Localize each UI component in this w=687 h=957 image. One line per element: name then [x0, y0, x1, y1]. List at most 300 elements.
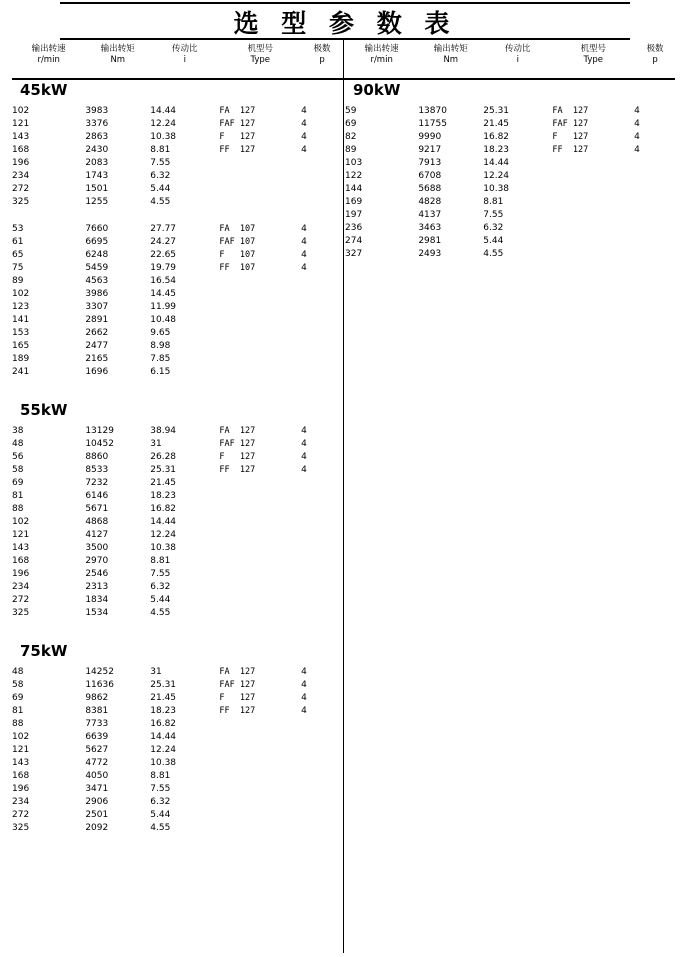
cell-output-torque: 11636 [85, 679, 114, 690]
cell-ratio: 14.44 [150, 105, 177, 116]
cell-poles [301, 183, 343, 196]
cell-poles: 4 [301, 425, 307, 436]
table-row [12, 809, 343, 822]
cell-model-type [219, 542, 301, 555]
right-sections [345, 81, 676, 261]
cell-output-torque: 2493 [418, 248, 442, 259]
header-rpm-line1: 输出转速 [31, 44, 66, 54]
cell-model-type: FAF 107 [219, 236, 256, 247]
cell-model-type: FAF 127 [219, 118, 256, 129]
cell-output-speed: 102 [12, 288, 30, 299]
cell-ratio: 12.24 [150, 744, 177, 755]
cell-model-type: FA 127 [219, 666, 256, 677]
cell-output-speed: 59 [345, 105, 357, 116]
table-row [12, 757, 343, 770]
cell-model-type [219, 503, 301, 516]
spec-table [12, 223, 343, 379]
cell-ratio: 14.44 [483, 157, 510, 168]
spec-table [12, 666, 343, 835]
table-row [12, 157, 343, 170]
cell-output-torque: 4772 [85, 757, 109, 768]
cell-model-type: F 127 [552, 131, 589, 142]
cell-output-speed: 82 [345, 131, 357, 142]
cell-poles: 4 [634, 118, 640, 129]
cell-ratio: 10.48 [150, 314, 177, 325]
cell-output-speed: 69 [12, 477, 24, 488]
cell-output-speed: 325 [12, 607, 30, 618]
cell-output-torque: 9990 [418, 131, 442, 142]
cell-model-type: FF 127 [219, 144, 256, 155]
header-i-line1: 传动比 [505, 44, 531, 54]
cell-poles [301, 196, 343, 209]
cell-poles [634, 196, 676, 209]
table-row [345, 196, 676, 209]
cell-model-type [219, 170, 301, 183]
cell-model-type [219, 796, 301, 809]
cell-poles: 4 [301, 451, 307, 462]
cell-model-type [219, 301, 301, 314]
table-row [12, 196, 343, 209]
cell-output-torque: 3307 [85, 301, 109, 312]
cell-ratio: 21.45 [483, 118, 510, 129]
table-row [12, 555, 343, 568]
cell-ratio: 26.28 [150, 451, 177, 462]
cell-ratio: 25.31 [483, 105, 510, 116]
cell-poles [301, 170, 343, 183]
table-row [12, 262, 343, 275]
cell-ratio: 14.45 [150, 288, 177, 299]
table-row [12, 705, 343, 718]
cell-output-speed: 168 [12, 555, 30, 566]
cell-model-type [219, 157, 301, 170]
cell-output-speed: 234 [12, 170, 30, 181]
cell-model-type [219, 490, 301, 503]
cell-model-type [552, 170, 634, 183]
cell-output-torque: 3500 [85, 542, 109, 553]
cell-poles [301, 301, 343, 314]
cell-output-torque: 2430 [85, 144, 109, 155]
cell-ratio: 31 [150, 666, 162, 677]
cell-output-torque: 9862 [85, 692, 109, 703]
header-i-line1: 传动比 [172, 44, 198, 54]
cell-ratio: 5.44 [150, 809, 171, 820]
cell-ratio: 6.32 [150, 796, 171, 807]
header-type-line2: Type [250, 55, 270, 66]
cell-output-speed: 56 [12, 451, 24, 462]
cell-model-type [219, 516, 301, 529]
table-row [12, 105, 343, 118]
cell-poles: 4 [301, 438, 307, 449]
cell-ratio: 14.44 [150, 516, 177, 527]
table-row [12, 477, 343, 490]
cell-output-speed: 141 [12, 314, 30, 325]
table-row [345, 118, 676, 131]
cell-poles [301, 503, 343, 516]
cell-output-speed: 196 [12, 783, 30, 794]
cell-model-type [219, 353, 301, 366]
table-row [12, 503, 343, 516]
cell-model-type: FF 127 [219, 705, 256, 716]
cell-output-torque: 9217 [418, 144, 442, 155]
cell-ratio: 7.55 [150, 568, 171, 579]
table-row [12, 170, 343, 183]
cell-output-torque: 4127 [85, 529, 109, 540]
table-row [12, 223, 343, 236]
cell-output-torque: 1743 [85, 170, 109, 181]
cell-model-type [219, 757, 301, 770]
table-row [12, 529, 343, 542]
cell-poles [301, 607, 343, 620]
column-headers-right [345, 42, 676, 67]
cell-output-torque: 2083 [85, 157, 109, 168]
cell-output-speed: 241 [12, 366, 30, 377]
cell-output-speed: 153 [12, 327, 30, 338]
cell-ratio: 10.38 [150, 757, 177, 768]
header-nm-line2: Nm [443, 55, 459, 66]
cell-output-speed: 81 [12, 705, 24, 716]
cell-output-speed: 58 [12, 679, 24, 690]
cell-model-type: FA 127 [219, 105, 256, 116]
cell-model-type [219, 288, 301, 301]
cell-ratio: 8.98 [150, 340, 171, 351]
cell-poles [301, 516, 343, 529]
cell-output-torque: 5688 [418, 183, 442, 194]
table-row [12, 770, 343, 783]
power-rating-heading: 75kW [20, 641, 68, 660]
cell-ratio: 18.23 [150, 490, 177, 501]
cell-output-torque: 7660 [85, 223, 109, 234]
table-row [345, 235, 676, 248]
cell-output-torque: 5627 [85, 744, 109, 755]
cell-model-type [219, 607, 301, 620]
cell-output-speed: 197 [345, 209, 363, 220]
cell-model-type [219, 529, 301, 542]
cell-output-torque: 6639 [85, 731, 109, 742]
table-row [12, 607, 343, 620]
cell-ratio: 4.55 [150, 822, 171, 833]
cell-output-speed: 88 [12, 503, 24, 514]
cell-output-torque: 2501 [85, 809, 109, 820]
cell-poles [301, 490, 343, 503]
cell-ratio: 38.94 [150, 425, 177, 436]
table-row [12, 692, 343, 705]
cell-output-torque: 3376 [85, 118, 109, 129]
cell-output-speed: 143 [12, 542, 30, 553]
cell-model-type: F 127 [219, 131, 256, 142]
cell-output-torque: 2981 [418, 235, 442, 246]
table-row [12, 666, 343, 679]
cell-poles [301, 340, 343, 353]
cell-ratio: 16.82 [150, 718, 177, 729]
cell-poles [301, 353, 343, 366]
cell-ratio: 16.82 [483, 131, 510, 142]
cell-output-speed: 58 [12, 464, 24, 475]
block-gap [12, 209, 343, 223]
cell-poles: 4 [301, 666, 307, 677]
cell-poles: 4 [301, 464, 307, 475]
cell-model-type: FAF 127 [219, 679, 256, 690]
cell-output-torque: 2863 [85, 131, 109, 142]
table-row [12, 425, 343, 438]
cell-ratio: 22.65 [150, 249, 177, 260]
table-row [12, 464, 343, 477]
cell-poles: 4 [301, 105, 307, 116]
cell-model-type [552, 183, 634, 196]
cell-output-speed: 61 [12, 236, 24, 247]
cell-output-speed: 236 [345, 222, 363, 233]
cell-output-torque: 2662 [85, 327, 109, 338]
cell-poles [301, 809, 343, 822]
cell-ratio: 9.65 [150, 327, 171, 338]
page-title-wrap [60, 4, 630, 40]
cell-output-speed: 272 [12, 594, 30, 605]
cell-model-type: F 107 [219, 249, 256, 260]
spec-table [12, 105, 343, 209]
table-row [12, 783, 343, 796]
cell-ratio: 25.31 [150, 464, 177, 475]
cell-output-speed: 143 [12, 131, 30, 142]
header-p-line1: 极数 [313, 44, 331, 54]
header-type-line2: Type [583, 55, 603, 66]
cell-poles [301, 529, 343, 542]
cell-ratio: 21.45 [150, 477, 177, 488]
cell-output-speed: 88 [12, 718, 24, 729]
table-row [12, 516, 343, 529]
table-row [345, 131, 676, 144]
table-row [12, 353, 343, 366]
cell-ratio: 31 [150, 438, 162, 449]
cell-ratio: 27.77 [150, 223, 177, 234]
section-gap [12, 620, 343, 642]
cell-output-torque: 2906 [85, 796, 109, 807]
cell-poles [301, 796, 343, 809]
cell-output-torque: 2477 [85, 340, 109, 351]
cell-ratio: 7.85 [150, 353, 171, 364]
cell-ratio: 6.32 [483, 222, 504, 233]
cell-model-type: FF 107 [219, 262, 256, 273]
cell-poles: 4 [301, 131, 307, 142]
cell-model-type [219, 718, 301, 731]
table-row [345, 144, 676, 157]
cell-poles [301, 555, 343, 568]
cell-output-torque: 1255 [85, 196, 109, 207]
cell-ratio: 7.55 [483, 209, 504, 220]
cell-poles: 4 [301, 118, 307, 129]
cell-output-speed: 234 [12, 796, 30, 807]
spec-table [345, 105, 676, 261]
cell-output-torque: 6708 [418, 170, 442, 181]
cell-output-torque: 4828 [418, 196, 442, 207]
cell-poles: 4 [634, 131, 640, 142]
cell-output-speed: 121 [12, 744, 30, 755]
cell-ratio: 18.23 [483, 144, 510, 155]
cell-ratio: 10.38 [150, 131, 177, 142]
cell-output-speed: 122 [345, 170, 363, 181]
cell-poles: 4 [634, 144, 640, 155]
power-section [345, 81, 676, 261]
cell-model-type [219, 327, 301, 340]
cell-ratio: 6.32 [150, 581, 171, 592]
cell-model-type [219, 731, 301, 744]
cell-poles [301, 731, 343, 744]
cell-model-type [219, 822, 301, 835]
cell-poles [634, 157, 676, 170]
cell-model-type [552, 209, 634, 222]
power-rating-heading: 90kW [353, 80, 401, 99]
cell-model-type: FA 127 [219, 425, 256, 436]
cell-ratio: 10.38 [483, 183, 510, 194]
cell-poles [634, 170, 676, 183]
cell-model-type [219, 196, 301, 209]
table-row [12, 744, 343, 757]
right-column [345, 42, 676, 261]
cell-model-type [219, 555, 301, 568]
cell-output-speed: 274 [345, 235, 363, 246]
cell-output-speed: 272 [12, 183, 30, 194]
cell-output-torque: 8533 [85, 464, 109, 475]
cell-ratio: 4.55 [483, 248, 504, 259]
table-row [12, 275, 343, 288]
header-i-line2: i [183, 55, 186, 66]
cell-model-type: FAF 127 [219, 438, 256, 449]
left-column [12, 42, 343, 835]
spec-table [12, 425, 343, 620]
cell-output-speed: 53 [12, 223, 24, 234]
cell-ratio: 10.38 [150, 542, 177, 553]
cell-output-speed: 196 [12, 568, 30, 579]
cell-ratio: 5.44 [150, 183, 171, 194]
cell-model-type [219, 744, 301, 757]
table-row [12, 581, 343, 594]
cell-poles [634, 209, 676, 222]
left-sections [12, 81, 343, 835]
table-row [12, 679, 343, 692]
cell-output-speed: 165 [12, 340, 30, 351]
table-row [12, 490, 343, 503]
cell-model-type [552, 196, 634, 209]
cell-output-speed: 69 [12, 692, 24, 703]
cell-output-torque: 4137 [418, 209, 442, 220]
cell-output-speed: 48 [12, 666, 24, 677]
header-type-line1: 机型号 [580, 44, 606, 54]
cell-poles [301, 783, 343, 796]
table-row [345, 157, 676, 170]
cell-ratio: 16.82 [150, 503, 177, 514]
cell-output-speed: 327 [345, 248, 363, 259]
cell-ratio: 4.55 [150, 196, 171, 207]
cell-poles [634, 235, 676, 248]
cell-output-speed: 65 [12, 249, 24, 260]
header-type-line1: 机型号 [247, 44, 273, 54]
cell-poles: 4 [634, 105, 640, 116]
table-row [345, 183, 676, 196]
table-row [12, 796, 343, 809]
header-p-line1: 极数 [646, 44, 664, 54]
cell-ratio: 19.79 [150, 262, 177, 273]
cell-output-speed: 144 [345, 183, 363, 194]
cell-model-type [219, 340, 301, 353]
cell-output-speed: 89 [345, 144, 357, 155]
cell-ratio: 21.45 [150, 692, 177, 703]
cell-model-type [552, 235, 634, 248]
table-row [345, 170, 676, 183]
table-row [12, 542, 343, 555]
cell-model-type [219, 809, 301, 822]
cell-output-speed: 48 [12, 438, 24, 449]
table-row [12, 340, 343, 353]
cell-poles: 4 [301, 262, 307, 273]
cell-output-torque: 5671 [85, 503, 109, 514]
table-row [345, 248, 676, 261]
cell-output-torque: 3986 [85, 288, 109, 299]
cell-ratio: 8.81 [150, 770, 171, 781]
page-title: 选 型 参 数 表 [233, 9, 457, 38]
header-nm-line2: Nm [110, 55, 126, 66]
cell-model-type [552, 157, 634, 170]
cell-ratio: 16.54 [150, 275, 177, 286]
cell-ratio: 6.32 [150, 170, 171, 181]
cell-poles [301, 477, 343, 490]
cell-output-speed: 143 [12, 757, 30, 768]
cell-poles: 4 [301, 144, 307, 155]
cell-output-torque: 11755 [418, 118, 447, 129]
cell-output-torque: 2891 [85, 314, 109, 325]
cell-ratio: 11.99 [150, 301, 177, 312]
cell-output-torque: 6695 [85, 236, 109, 247]
table-row [345, 105, 676, 118]
cell-output-torque: 7232 [85, 477, 109, 488]
cell-poles [301, 822, 343, 835]
cell-poles [301, 275, 343, 288]
table-row [12, 438, 343, 451]
cell-poles [634, 183, 676, 196]
table-row [12, 451, 343, 464]
cell-ratio: 12.24 [483, 170, 510, 181]
cell-output-torque: 2546 [85, 568, 109, 579]
cell-poles: 4 [301, 236, 307, 247]
cell-ratio: 5.44 [150, 594, 171, 605]
cell-poles: 4 [301, 223, 307, 234]
cell-model-type [219, 275, 301, 288]
cell-output-torque: 1834 [85, 594, 109, 605]
cell-output-speed: 168 [12, 770, 30, 781]
cell-output-torque: 1534 [85, 607, 109, 618]
cell-model-type: F 127 [219, 451, 256, 462]
cell-output-speed: 69 [345, 118, 357, 129]
cell-output-speed: 168 [12, 144, 30, 155]
power-section [12, 401, 343, 620]
cell-poles [301, 744, 343, 757]
cell-output-torque: 14252 [85, 666, 114, 677]
header-i-line2: i [516, 55, 519, 66]
cell-output-torque: 13129 [85, 425, 114, 436]
cell-poles [301, 757, 343, 770]
cell-output-speed: 121 [12, 118, 30, 129]
cell-model-type: F 127 [219, 692, 256, 703]
cell-output-torque: 3983 [85, 105, 109, 116]
table-row [12, 314, 343, 327]
table-row [12, 183, 343, 196]
cell-model-type: FAF 127 [552, 118, 589, 129]
cell-output-torque: 2313 [85, 581, 109, 592]
cell-poles: 4 [301, 679, 307, 690]
cell-output-torque: 2092 [85, 822, 109, 833]
header-nm-line1: 输出转矩 [100, 44, 135, 54]
cell-output-speed: 325 [12, 196, 30, 207]
cell-poles: 4 [301, 705, 307, 716]
section-gap [12, 379, 343, 401]
cell-output-torque: 1501 [85, 183, 109, 194]
